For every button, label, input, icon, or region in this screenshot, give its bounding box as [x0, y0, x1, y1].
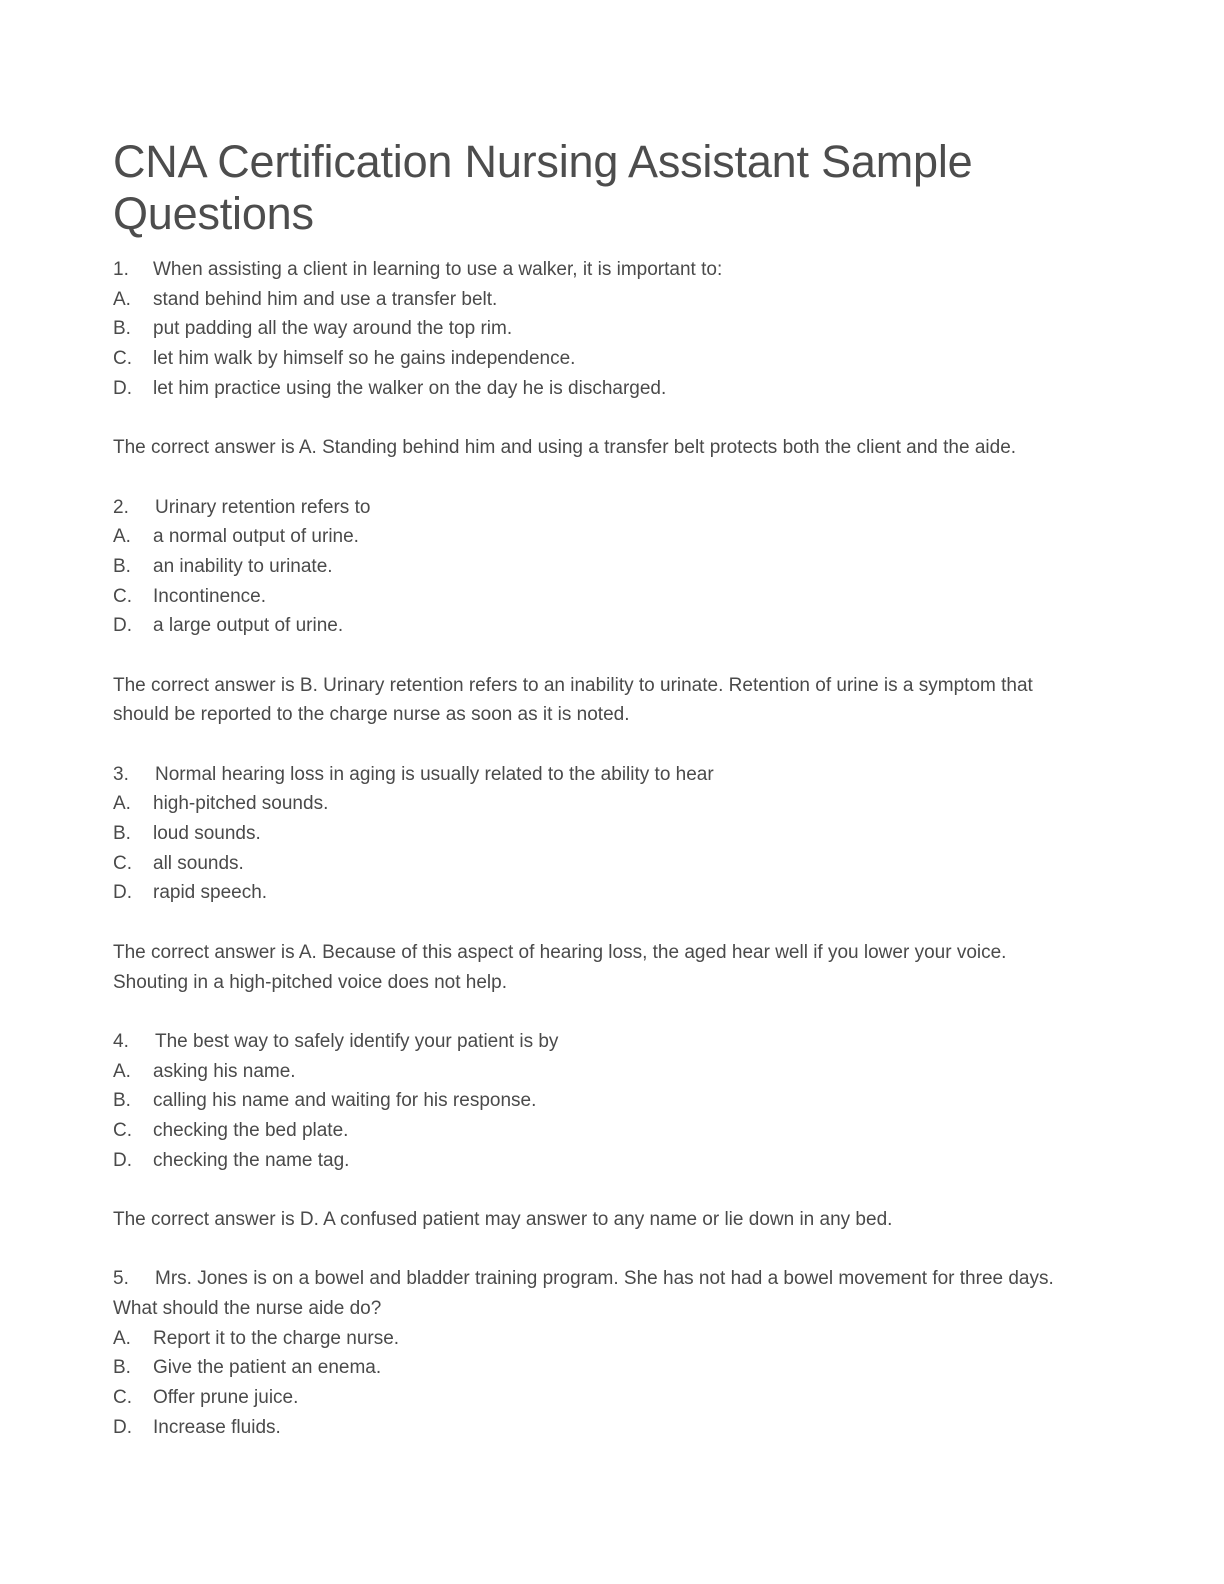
- option-text: all sounds.: [153, 852, 244, 874]
- option-3a: [113, 789, 1103, 819]
- question-text: Urinary retention refers to: [155, 496, 371, 518]
- option-letter: D.: [113, 882, 132, 904]
- question-1: [113, 255, 1103, 285]
- answer-3-line-1: The correct answer is A. Because of this aspect of hearing loss, the aged hear well if you lower your voice.: [113, 941, 1007, 963]
- option-4d: [113, 1146, 1103, 1176]
- question-number: 2.: [113, 496, 129, 518]
- question-text: When assisting a client in learning to use a walker, it is important to:: [153, 259, 723, 280]
- option-1d: [113, 374, 1103, 404]
- question-text-line-1: Mrs. Jones is on a bowel and bladder training program. She has not had a bowel movement for three days.: [155, 1268, 1054, 1290]
- option-5c: [113, 1383, 1103, 1413]
- option-letter: C.: [113, 852, 132, 874]
- option-2a: [113, 522, 1103, 552]
- option-letter: D.: [113, 377, 132, 399]
- option-letter: A.: [113, 288, 131, 310]
- option-text: let him practice using the walker on the day he is discharged.: [153, 377, 667, 399]
- option-letter: C.: [113, 1119, 132, 1141]
- option-1b: [113, 314, 1103, 344]
- question-4: [113, 1027, 1103, 1057]
- option-text: a large output of urine.: [153, 615, 344, 637]
- question-5-line-2: What should the nurse aide do?: [113, 1298, 382, 1320]
- option-text: high-pitched sounds.: [153, 793, 329, 815]
- question-2: [113, 493, 1103, 523]
- option-letter: A.: [113, 526, 131, 548]
- option-text: put padding all the way around the top rim.: [153, 318, 513, 340]
- answer-2-line-2: should be reported to the charge nurse as soon as it is noted.: [113, 704, 630, 726]
- option-5d: [113, 1413, 1103, 1443]
- option-letter: B.: [113, 555, 131, 577]
- option-3b: [113, 819, 1103, 849]
- option-2b: [113, 552, 1103, 582]
- option-2c: [113, 582, 1103, 612]
- option-letter: B.: [113, 823, 131, 845]
- option-letter: B.: [113, 1357, 131, 1379]
- option-text: let him walk by himself so he gains independence.: [153, 348, 576, 370]
- option-letter: D.: [113, 1416, 132, 1438]
- question-text: The best way to safely identify your patient is by: [155, 1030, 559, 1052]
- option-text: asking his name.: [153, 1060, 296, 1082]
- option-letter: A.: [113, 1327, 131, 1349]
- option-2d: [113, 611, 1103, 641]
- option-text: Increase fluids.: [153, 1416, 281, 1438]
- option-3d: [113, 878, 1103, 908]
- option-text: checking the name tag.: [153, 1149, 350, 1171]
- question-3: [113, 760, 1103, 790]
- option-letter: C.: [113, 348, 132, 370]
- question-number: 1.: [113, 259, 129, 280]
- question-5: [113, 1264, 1103, 1294]
- option-4b: [113, 1086, 1103, 1116]
- option-text: an inability to urinate.: [153, 555, 333, 577]
- answer-1: The correct answer is A. Standing behind him and using a transfer belt protects both the client and the aide.: [113, 437, 1017, 459]
- option-text: Give the patient an enema.: [153, 1357, 382, 1379]
- option-3c: [113, 849, 1103, 879]
- answer-4: The correct answer is D. A confused patient may answer to any name or lie down in any bed.: [113, 1209, 893, 1230]
- option-text: stand behind him and use a transfer belt.: [153, 288, 498, 310]
- option-5a: [113, 1324, 1103, 1354]
- option-text: rapid speech.: [153, 882, 268, 904]
- option-letter: C.: [113, 1387, 132, 1409]
- option-4a: [113, 1057, 1103, 1087]
- option-text: Incontinence.: [153, 585, 267, 607]
- option-text: calling his name and waiting for his response.: [153, 1090, 537, 1112]
- option-letter: A.: [113, 1060, 131, 1082]
- option-5b: [113, 1353, 1103, 1383]
- option-text: checking the bed plate.: [153, 1119, 349, 1141]
- option-4c: [113, 1116, 1103, 1146]
- question-text: Normal hearing loss in aging is usually related to the ability to hear: [155, 763, 714, 785]
- questions-list: [113, 255, 1103, 1443]
- option-letter: D.: [113, 1149, 132, 1171]
- option-text: loud sounds.: [153, 823, 261, 845]
- option-text: a normal output of urine.: [153, 526, 359, 548]
- option-1a: [113, 285, 1103, 315]
- question-number: 3.: [113, 763, 129, 785]
- answer-3-line-2: Shouting in a high-pitched voice does not help.: [113, 971, 507, 993]
- option-letter: D.: [113, 615, 132, 637]
- question-number: 4.: [113, 1030, 129, 1052]
- option-letter: C.: [113, 585, 132, 607]
- option-1c: [113, 344, 1103, 374]
- page-title: CNA Certification Nursing Assistant Sample Questions: [113, 136, 973, 239]
- option-text: Report it to the charge nurse.: [153, 1327, 400, 1349]
- question-number: 5.: [113, 1268, 129, 1290]
- option-letter: B.: [113, 318, 131, 340]
- option-letter: B.: [113, 1090, 131, 1112]
- answer-2-line-1: The correct answer is B. Urinary retention refers to an inability to urinate. Retention of urine is a symptom that: [113, 674, 1033, 696]
- option-letter: A.: [113, 793, 131, 815]
- option-text: Offer prune juice.: [153, 1387, 299, 1409]
